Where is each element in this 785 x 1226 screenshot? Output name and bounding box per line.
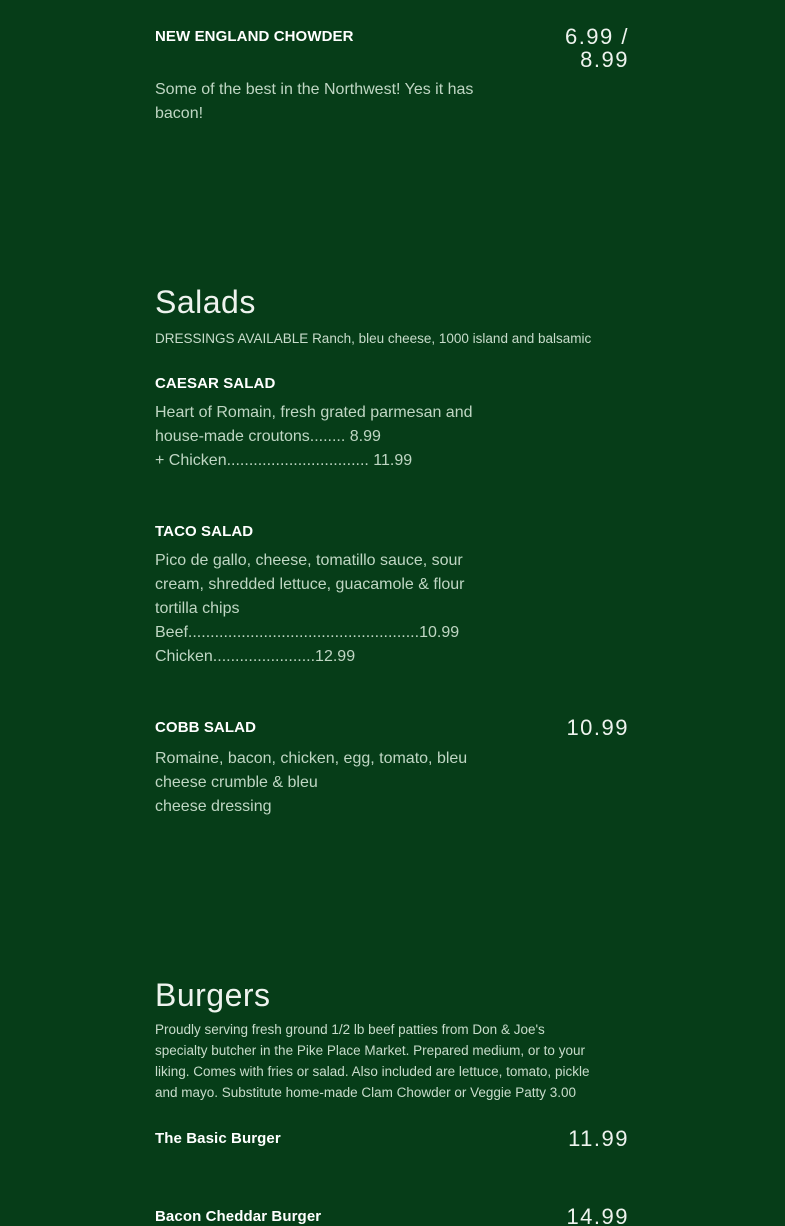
description-line: Romaine, bacon, chicken, egg, tomato, bleu [155,750,468,767]
menu-item-price: 11.99 [568,1126,629,1151]
price-line-1: 6.99 / [564,24,629,49]
description-line: Pico de gallo, cheese, tomatillo sauce, sour [155,552,463,569]
menu-item-name: Bacon Cheddar Burger [155,1208,322,1225]
description-line: cheese dressing [155,798,272,815]
note-line: and mayo. Substitute home-made Clam Chowder or Veggie Patty 3.00 [155,1085,576,1100]
menu-item-price [565,25,629,71]
menu-item-price: 14.99 [566,1204,629,1226]
menu-item-description [155,401,500,473]
description-line: tortilla chips [155,600,240,617]
description-line: house-made croutons........ 8.99 [155,428,381,445]
menu-item-price: 10.99 [566,715,629,740]
menu-item-description [155,549,500,669]
section-note-burgers [155,1019,589,1103]
section-title-burgers: Burgers [155,977,271,1013]
description-line: Some of the best in the Northwest! Yes it has [155,81,474,98]
description-line: + Chicken................................ 11.99 [155,452,413,469]
menu-item-name: The Basic Burger [155,1130,281,1147]
description-line: cream, shredded lettuce, guacamole & flour [155,576,465,593]
section-title-salads: Salads [155,284,256,320]
note-line: liking. Comes with fries or salad. Also included are lettuce, tomato, pickle [155,1064,590,1079]
price-line-2: 8.99 [580,47,629,72]
description-line: cheese crumble & bleu [155,774,318,791]
description-line: Heart of Romain, fresh grated parmesan and [155,404,473,421]
menu-item-name: COBB SALAD [155,719,256,736]
description-line: bacon! [155,105,204,122]
menu-item-name: CAESAR SALAD [155,375,276,392]
menu-item-description [155,78,500,126]
note-line: Proudly serving fresh ground 1/2 lb beef patties from Don & Joe's [155,1022,545,1037]
note-line: specialty butcher in the Pike Place Market. Prepared medium, or to your [155,1043,585,1058]
section-note-dressings: DRESSINGS AVAILABLE Ranch, bleu cheese, 1000 island and balsamic [155,331,592,346]
menu-item-description [155,747,500,819]
description-line: Chicken.......................12.99 [155,648,356,665]
menu-item-name: NEW ENGLAND CHOWDER [155,28,354,45]
menu-item-name: TACO SALAD [155,523,254,540]
description-line: Beef....................................................10.99 [155,624,460,641]
